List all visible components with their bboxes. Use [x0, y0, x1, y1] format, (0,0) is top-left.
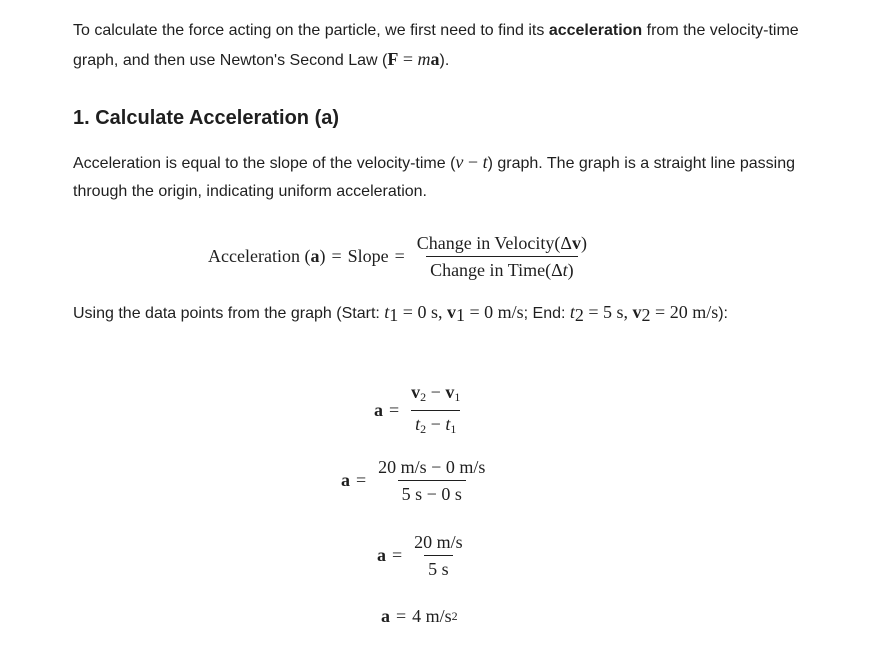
minus-sign: − [463, 152, 483, 172]
eq1-numerator [407, 382, 464, 410]
equation-1 [374, 382, 466, 439]
value-t1: = 0 s, [398, 302, 447, 322]
eq2-equals: = [356, 470, 367, 490]
def-denominator [426, 256, 578, 280]
slope-text-1: Acceleration is equal to the slope of the velocity-time ( [73, 155, 456, 172]
def-num-v: v [571, 233, 581, 253]
def-num-text: Change in Velocity(Δ [416, 233, 572, 253]
eq1-den-minus: − [426, 414, 446, 434]
eq4-exponent: 2 [451, 609, 458, 623]
eq2-denominator: 5 s − 0 s [398, 480, 466, 504]
intro-text-1: To calculate the force acting on the particle, we first need to find its [73, 22, 549, 39]
eq1-sub-2: 2 [420, 390, 427, 404]
def-den-text: Change in Time(Δ [430, 260, 563, 280]
var-t2: t [569, 302, 575, 322]
data-points-paragraph [73, 298, 793, 329]
def-slope: Slope [347, 246, 389, 266]
data-text-2: ; End: [523, 305, 570, 322]
equation-3 [377, 532, 469, 579]
eq4-equals: = [396, 606, 407, 626]
eq1-den-sub-2: 2 [420, 422, 427, 436]
eq3-a: a [377, 545, 386, 565]
equation-4 [381, 606, 458, 627]
value-v1: = 0 m/s [464, 302, 524, 322]
def-den-t: t [562, 260, 568, 280]
var-t1: t [384, 302, 390, 322]
eq3-numerator: 20 m/s [414, 532, 463, 552]
eq1-denominator [411, 410, 460, 439]
eq1-num-minus: − [426, 382, 446, 402]
formula-m: m [417, 49, 431, 69]
formula-a: a [430, 49, 440, 69]
eq1-fraction [407, 382, 464, 439]
formula-equals: = [398, 49, 418, 69]
eq1-sub-1: 1 [454, 390, 461, 404]
intro-text-3: ). [439, 52, 450, 69]
eq1-v2: v [411, 382, 421, 402]
sub-1b: 1 [455, 305, 465, 325]
def-fraction [413, 233, 591, 280]
data-text-1: Using the data points from the graph (Start: [73, 305, 385, 322]
formula-F: F [387, 49, 399, 69]
eq1-v1: v [445, 382, 455, 402]
var-v: v [455, 152, 464, 172]
slope-paragraph [73, 148, 813, 206]
eq4-value: 4 m/s [412, 606, 452, 626]
def-equals-2: = [394, 246, 405, 266]
eq3-fraction [410, 532, 467, 579]
sub-1a: 1 [389, 305, 399, 325]
def-num-close: ) [580, 233, 587, 253]
eq3-equals: = [392, 545, 403, 565]
eq1-equals: = [389, 400, 400, 420]
section-title: 1. Calculate Acceleration (a) [73, 107, 340, 129]
def-den-close: ) [567, 260, 574, 280]
def-lhs-a: a [310, 246, 320, 266]
eq1-t2: t [415, 414, 421, 434]
intro-text-2: from the velocity-time graph, and then use Newton's Second Law ( [73, 22, 799, 69]
value-t2: = 5 s, [583, 302, 633, 322]
def-lhs-close: ) [319, 246, 326, 266]
def-lhs-text: Acceleration ( [208, 246, 311, 266]
eq2-numerator: 20 m/s − 0 m/s [378, 457, 486, 477]
eq2-a: a [341, 470, 350, 490]
intro-paragraph [73, 17, 813, 75]
eq2-fraction [374, 457, 489, 504]
value-v2: = 20 m/s [650, 302, 719, 322]
equation-2 [341, 457, 491, 504]
eq1-a: a [374, 400, 383, 420]
var-v1: v [446, 302, 456, 322]
def-numerator [413, 233, 591, 256]
eq4-a: a [381, 606, 390, 626]
def-equals-1: = [331, 246, 342, 266]
var-v2: v [632, 302, 642, 322]
slope-text-2: ) graph. The graph is a straight line passing through the origin, indicating uniform acceleration. [73, 155, 796, 200]
eq3-denominator: 5 s [424, 555, 453, 579]
acceleration-definition-equation [208, 233, 593, 280]
var-t: t [482, 152, 488, 172]
eq1-den-sub-1: 1 [450, 422, 457, 436]
intro-bold-acceleration: acceleration [548, 22, 643, 39]
sub-2a: 2 [574, 305, 584, 325]
eq1-t1: t [445, 414, 451, 434]
data-text-3: ): [718, 305, 728, 322]
sub-2b: 2 [641, 305, 651, 325]
